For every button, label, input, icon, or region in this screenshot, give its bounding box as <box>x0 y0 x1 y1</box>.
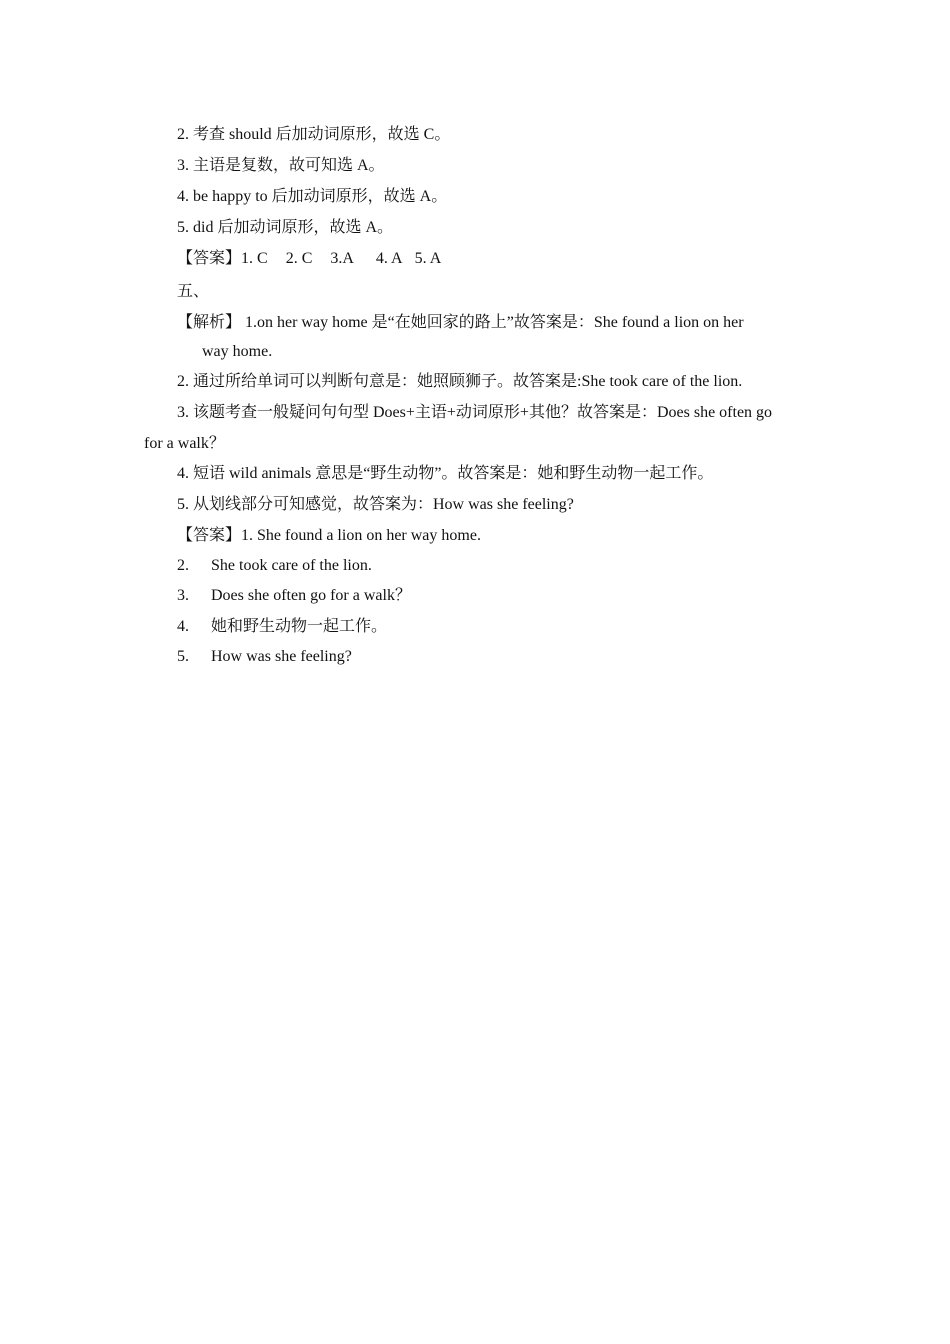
answer-item-number: 4. <box>177 618 189 635</box>
answer-label: 【答案】 <box>177 250 242 267</box>
answer-item-text: She took care of the lion. <box>211 557 372 574</box>
answer-item: 4. A <box>375 250 403 267</box>
answer-key-line <box>177 249 441 269</box>
answer-item-number: 5. <box>177 648 189 665</box>
explanation-line: 4. be happy to 后加动词原形，故选 A。 <box>177 188 448 205</box>
answer-item-text: Does she often go for a walk？ <box>211 587 411 604</box>
answer-line: 【答案】1. She found a lion on her way home. <box>177 527 481 544</box>
answer-item: 2. C <box>285 250 313 267</box>
analysis-line: 4. 短语 wild animals 意思是“野生动物”。故答案是：她和野生动物一起工作。 <box>177 465 714 482</box>
analysis-line: 5. 从划线部分可知感觉，故答案为：How was she feeling? <box>177 496 574 513</box>
explanation-line: 2. 考查 should 后加动词原形，故选 C。 <box>177 126 451 143</box>
answer-item-text: How was she feeling? <box>211 648 352 665</box>
analysis-line-continued: way home. <box>202 343 273 360</box>
answer-item: 1. C <box>241 250 268 267</box>
analysis-line: 【解析】 1.on her way home 是“在她回家的路上”故答案是：She found a lion on her <box>177 314 744 331</box>
answer-item: 3.A <box>330 250 354 267</box>
explanation-line: 3. 主语是复数，故可知选 A。 <box>177 157 385 174</box>
answer-item-number: 3. <box>177 587 189 604</box>
explanation-line: 5. did 后加动词原形，故选 A。 <box>177 219 394 236</box>
answer-item: 5. A <box>414 250 442 267</box>
analysis-line-continued: for a walk？ <box>144 435 225 452</box>
analysis-line: 3. 该题考查一般疑问句句型 Does+主语+动词原形+其他？故答案是：Does she often go <box>177 404 773 421</box>
analysis-line: 2. 通过所给单词可以判断句意是：她照顾狮子。故答案是:She took care of the lion. <box>177 373 743 390</box>
answer-item-text: 她和野生动物一起工作。 <box>211 618 388 635</box>
section-heading: 五、 <box>177 283 210 300</box>
answer-item-number: 2. <box>177 557 189 574</box>
